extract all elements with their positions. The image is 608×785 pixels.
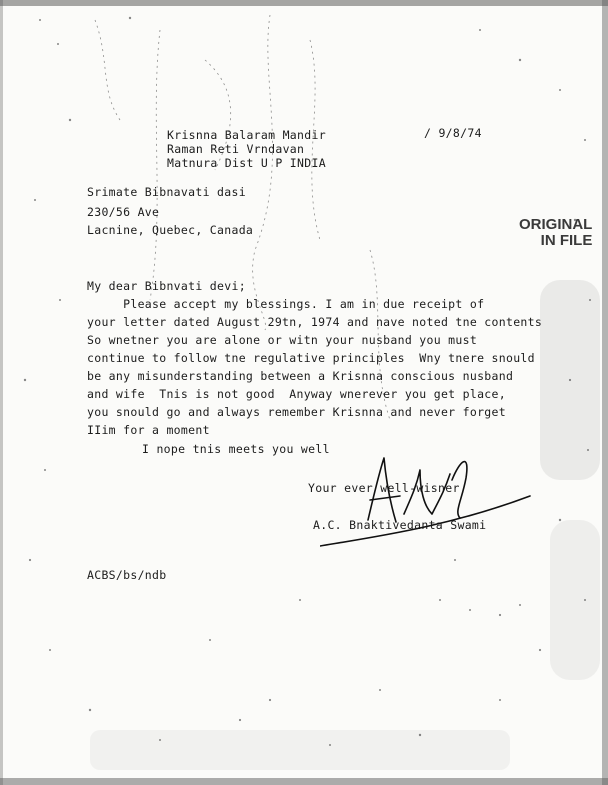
stamp-line-1: ORIGINAL — [519, 216, 593, 233]
stamp-line-2: IN FILE — [540, 232, 593, 249]
body-line: IIim for a moment — [87, 423, 210, 437]
body-line: your letter dated August 29tn, 1974 and nave noted tne contents — [87, 315, 543, 329]
recipient-street: 230/56 Ave — [87, 205, 160, 219]
salutation: My dear Bibnvati devi; — [87, 279, 246, 293]
body-line: Please accept my blessings. I am in due receipt of — [87, 297, 485, 311]
body-line: be any misunderstanding between a Krisnna conscious nusband — [87, 369, 514, 383]
valediction: Your ever well-wisner — [308, 481, 460, 495]
body-line: and wife Tnis is not good Anyway wnerever you get place, — [87, 387, 506, 401]
body-line: So wnetner you are alone or witn your nusband you must — [87, 333, 478, 347]
body-line: you snould go and always remember Krisnna and never forget — [87, 405, 506, 419]
body-line: continue to follow tne regulative principles Wny tnere snould — [87, 351, 535, 365]
letter-date: / 9/8/74 — [424, 126, 482, 140]
reference-initials: ACBS/bs/ndb — [87, 568, 167, 582]
closing-line: I nope tnis meets you well — [142, 442, 330, 456]
letterhead-line-1: Krisnna Balaram Mandir — [167, 128, 326, 142]
letterhead-line-2: Raman Reti Vrndavan — [167, 142, 305, 156]
signatory-name: A.C. Bnaktivedanta Swami — [313, 518, 487, 532]
handwritten-signature — [320, 440, 540, 550]
letterhead-line-3: Matnura Dist U P INDIA — [167, 156, 326, 170]
original-in-file-stamp — [519, 217, 592, 249]
recipient-name: Srimate Bibnavati dasi — [87, 185, 246, 199]
recipient-city: Lacnine, Quebec, Canada — [87, 223, 254, 237]
